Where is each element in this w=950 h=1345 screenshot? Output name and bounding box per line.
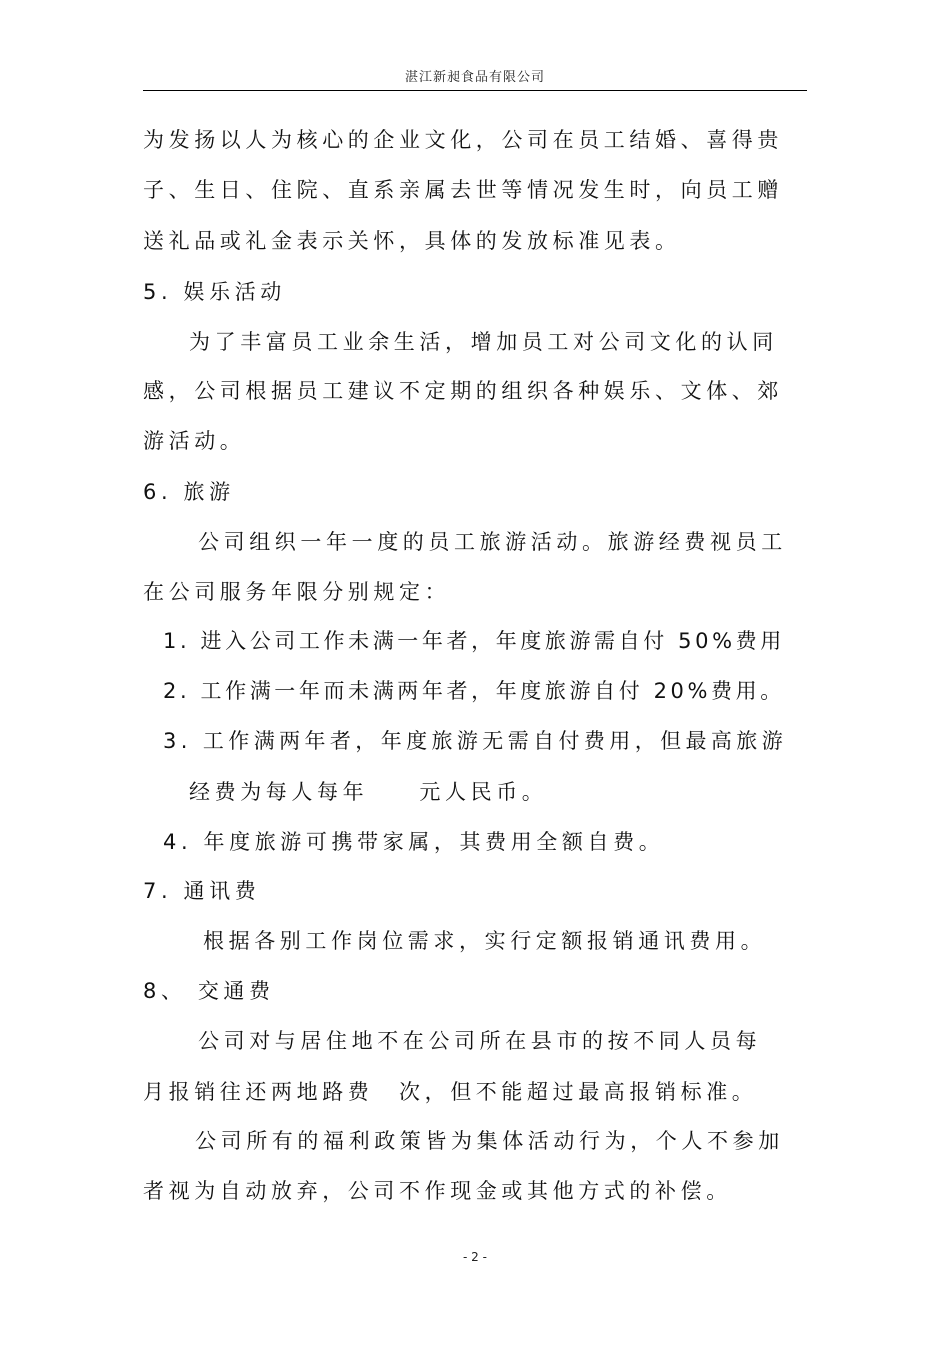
paragraph-line: 送礼品或礼金表示关怀，具体的发放标准见表。: [143, 229, 681, 253]
section-heading: 5. 娱乐活动: [143, 280, 286, 304]
list-item: 1. 进入公司工作未满一年者，年度旅游需自付 50%费用: [163, 629, 785, 653]
paragraph-line: 在公司服务年限分别规定：: [143, 580, 451, 604]
paragraph-line: 公司所有的福利政策皆为集体活动行为，个人不参加: [195, 1129, 784, 1153]
paragraph-line: 子、生日、住院、直系亲属去世等情况发生时，向员工赠: [143, 178, 783, 202]
list-item: 4. 年度旅游可携带家属，其费用全额自费。: [163, 830, 665, 854]
page-number: - 2 -: [463, 1250, 487, 1264]
section-heading: 7. 通讯费: [143, 879, 261, 903]
paragraph-line: 为了丰富员工业余生活，增加员工对公司文化的认同: [189, 330, 778, 354]
section-heading: 6. 旅游: [143, 480, 235, 504]
list-item: 3. 工作满两年者，年度旅游无需自付费用，但最高旅游: [163, 729, 788, 753]
paragraph-line: 公司对与居住地不在公司所在县市的按不同人员每: [198, 1029, 762, 1053]
paragraph-line: 感，公司根据员工建议不定期的组织各种娱乐、文体、郊: [143, 379, 783, 403]
paragraph-line: 根据各别工作岗位需求，实行定额报销通讯费用。: [203, 929, 767, 953]
list-item: 2. 工作满一年而未满两年者，年度旅游自付 20%费用。: [163, 679, 785, 703]
paragraph-line: 游活动。: [143, 429, 246, 453]
list-item-continuation: 经费为每人每年 元人民币。: [189, 780, 548, 804]
paragraph-line: 月报销往还两地路费 次，但不能超过最高报销标准。: [143, 1080, 758, 1104]
paragraph-line: 者视为自动放弃，公司不作现金或其他方式的补偿。: [143, 1179, 732, 1203]
paragraph-line: 为发扬以人为核心的企业文化，公司在员工结婚、喜得贵: [143, 128, 783, 152]
page-header-company: 湛江新昶食品有限公司: [404, 70, 545, 85]
section-heading: 8、 交通费: [143, 979, 275, 1003]
paragraph-line: 公司组织一年一度的员工旅游活动。旅游经费视员工: [198, 530, 787, 554]
header-divider: [143, 90, 807, 91]
